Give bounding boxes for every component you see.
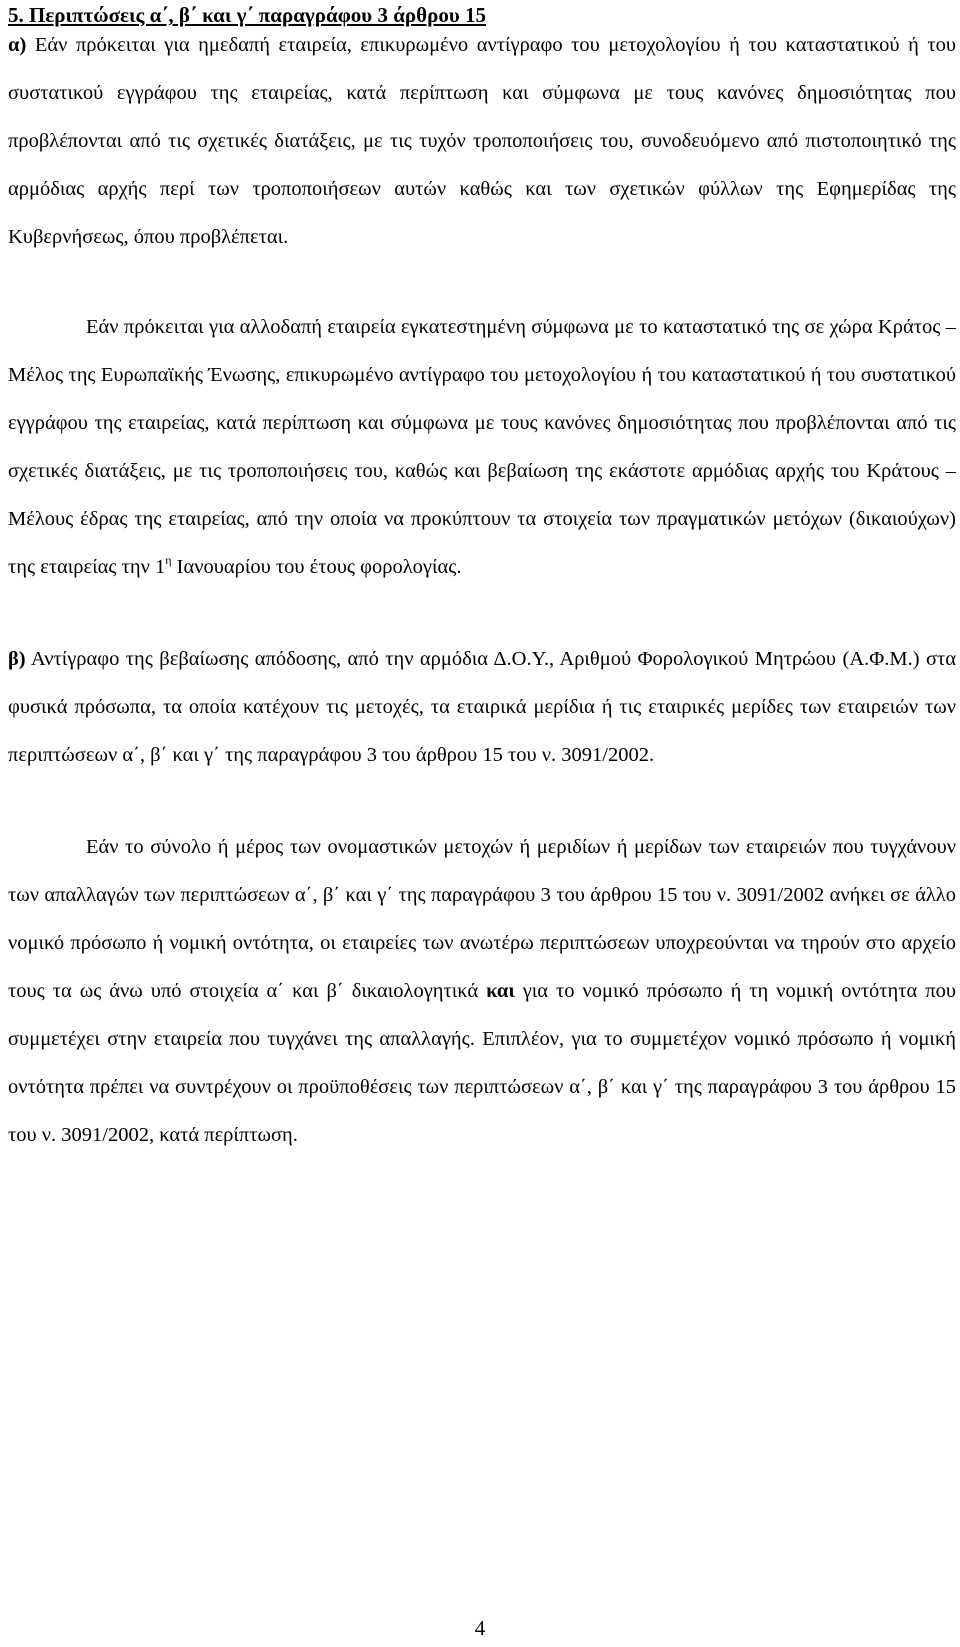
paragraph-foreign-company: [8, 303, 956, 591]
paragraph-b: [8, 635, 956, 779]
ordinal-superscript: η: [165, 553, 172, 567]
document-page: [8, 0, 956, 1159]
emphasized-word: και: [486, 980, 515, 1002]
paragraph-legal-entity-text: Εάν το σύνολο ή μέρος των ονομαστικών μετοχών ή μεριδίων ή μερίδων των εταιρειών που τυγχάνουν των απαλλαγών των περιπτώσεων α΄, β΄ και γ΄ της παραγράφου 3 του άρθρου 15 του ν. 3091/2002 ανήκει σε άλλο νομικό πρόσωπο ή νομική οντότητα, οι εταιρείες των ανωτέρω περιπτώσεων υποχρεούνται να τηρούν στο αρχείο τους τα ως άνω υπό στοιχεία α΄ και β΄ δικαιολογητικά: [8, 836, 956, 1002]
paragraph-foreign-company-text-end: Ιανουαρίου του έτους φορολογίας.: [171, 556, 462, 578]
item-b-label: β): [8, 648, 26, 670]
paragraph-legal-entity: [8, 823, 956, 1159]
paragraph-b-text: Αντίγραφο της βεβαίωσης απόδοσης, από την αρμόδια Δ.Ο.Υ., Αριθμού Φορολογικού Μητρώου (Α.Φ.Μ.) στα φυσικά πρόσωπα, τα οποία κατέχουν τις μετοχές, τα εταιρικά μερίδια ή τις εταιρικές μερίδες των εταιρειών των περιπτώσεων α΄, β΄ και γ΄ της παραγράφου 3 του άρθρου 15 του ν. 3091/2002.: [8, 648, 956, 766]
item-a-label: α): [8, 34, 27, 56]
page-number: 4: [474, 1616, 486, 1640]
section-heading: 5. Περιπτώσεις α΄, β΄ και γ΄ παραγράφου 3 άρθρου 15: [8, 3, 487, 27]
paragraph-foreign-company-text: Εάν πρόκειται για αλλοδαπή εταιρεία εγκατεστημένη σύμφωνα με το καταστατικό της σε χώρα Κράτος – Μέλος της Ευρωπαϊκής Ένωσης, επικυρωμένο αντίγραφο του μετοχολογίου ή του καταστατικού ή του συστατικού εγγράφου της εταιρείας, κατά περίπτωση και σύμφωνα με τους κανόνες δημοσιότητας που προβλέπονται από τις σχετικές διατάξεις, με τις τροποποιήσεις του, καθώς και βεβαίωση της εκάστοτε αρμόδιας αρχής του Κράτους – Μέλους έδρας της εταιρείας, από την οποία να προκύπτουν τα στοιχεία των πραγματικών μετόχων (δικαιούχων) της εταιρείας την 1: [8, 316, 956, 578]
paragraph-legal-entity-text-end: για το νομικό πρόσωπο ή τη νομική οντότητα που συμμετέχει στην εταιρεία που τυγχάνει της απαλλαγής. Επιπλέον, για το συμμετέχον νομικό πρόσωπο ή νομική οντότητα πρέπει να συντρέχουν οι προϋποθέσεις των περιπτώσεων α΄, β΄ και γ΄ της παραγράφου 3 του άρθρου 15 του ν. 3091/2002, κατά περίπτωση.: [8, 980, 956, 1146]
paragraph-a: [8, 21, 956, 261]
paragraph-a-text: Εάν πρόκειται για ημεδαπή εταιρεία, επικυρωμένο αντίγραφο του μετοχολογίου ή του καταστατικού ή του συστατικού εγγράφου της εταιρείας, κατά περίπτωση και σύμφωνα με τους κανόνες δημοσιότητας που προβλέπονται από τις σχετικές διατάξεις, με τις τυχόν τροποποιήσεις του, συνοδευόμενο από πιστοποιητικό της αρμόδιας αρχής περί των τροποποιήσεων αυτών καθώς και των σχετικών φύλλων της Εφημερίδας της Κυβερνήσεως, όπου προβλέπεται.: [8, 34, 956, 248]
